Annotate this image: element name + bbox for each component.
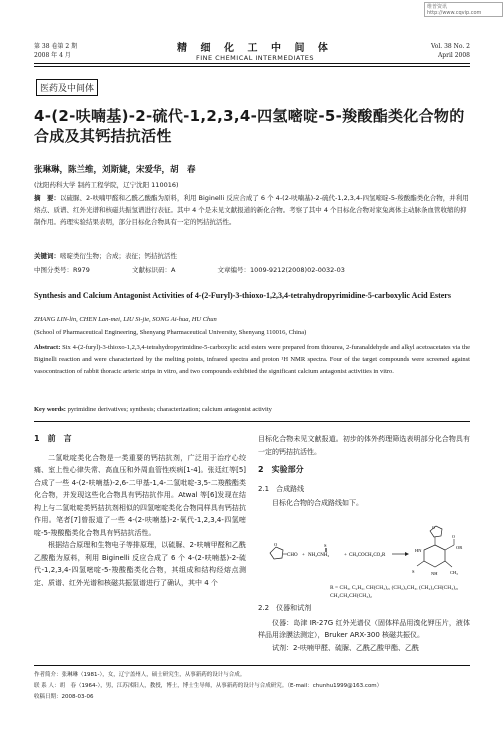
footnotes	[34, 670, 470, 703]
keywords-text: 嘧啶类衍生物；合成；表征；钙拮抗活性	[60, 252, 177, 260]
author-intro: 作者简介：张琳琳（1981-），女，辽宁盖州人，硕士研究生，从事新药的设计与合成。	[34, 672, 246, 678]
svg-text:O: O	[274, 542, 278, 547]
header-rule-thin	[34, 66, 470, 67]
section-2-heading: 2 实验部分	[258, 465, 304, 474]
furfural-structure	[270, 542, 298, 559]
svg-text:+: +	[302, 553, 305, 558]
footnote-divider	[34, 665, 470, 666]
route-text: 目标化合物的合成路线如下。	[272, 499, 363, 507]
abstract-text: 以硫脲、2-呋喃甲醛和乙酰乙酸酯为原料，利用 Biginelli 反应合成了 6 个 4-(2-呋喃基)-2-硫代-1,2,3,4-四氢嘧啶-5-羧酸酯类化合物，并利用熔点、质谱、红外光谱和核磁共振氢谱进行表征。其中 4 个是未见文献报道的新化合物。考察了其中 4 个目标化合物对家兔离体主动脉条血管收缩的抑制作用。药理实验结果表明，部分目标化合物具有一定的钙拮抗活性。	[34, 194, 469, 226]
intro-paragraph-2: 根据结合原理和生物电子等排原理，以硫脲、2-呋喃甲醛和乙酰乙酸酯为原料，利用 Biginelli 反应合成了 6 个 4-(2-呋喃基)-2-硫代-1,2,3,4-四氢嘧啶-5-羧酸酯类化合物，其组成和结构经熔点测定、质谱、红外光谱和核磁共振氢谱进行了确认，其中 4 个	[34, 541, 246, 587]
english-keywords-label: Key words:	[34, 406, 66, 413]
thiourea-s-label: S	[324, 543, 327, 548]
english-abstract-text: Six 4-(2-furyl)-3-thioxo-1,2,3,4-tetrahydropyrimidine-5-carboxylic acid esters were prepared from thiourea, 2-furanaldehyde and alkyl acetoacetates via the Biginelli reaction and were characterized by the melting points, infrared spectra and proton ¹H NMR spectra. Four of the target compounds were screened against vasocontraction of rabbit thoracic arteric strips in vitro, and two compounds exhibited the significant calcium antagonist activities in vitro.	[34, 344, 471, 375]
english-title: Synthesis and Calcium Antagonist Activities of 4-(2-Furyl)-3-thioxo-1,2,3,4-tetrahydropyrimidine-5-carboxylic Acid Esters	[34, 291, 451, 300]
classification-line	[34, 265, 470, 274]
clc-number: 中图分类号：R979	[34, 266, 90, 274]
reagents-text: 试剂：2-呋喃甲醛、硫脲、乙酰乙酸甲酯、乙酰	[272, 643, 419, 652]
english-abstract-label: Abstract:	[34, 344, 61, 351]
english-affiliation: (School of Pharmaceutical Engineering, Shenyang Pharmaceutical University, Shenyang 110016, China)	[34, 329, 307, 336]
left-column	[34, 433, 246, 589]
intro-continuation: 目标化合物未见文献报道。初步的体外药理筛选表明部分化合物具有一定的钙拮抗活性。	[258, 435, 470, 456]
svg-text:O: O	[432, 525, 435, 530]
date-cn: 2008 年 4 月	[34, 52, 71, 59]
right-column	[258, 433, 470, 510]
thiourea-label: NH₂CNH₂	[308, 553, 330, 558]
article-number: 文章编号：1009-9212(2008)02-0032-03	[217, 266, 345, 274]
doc-code: 文献标识码：A	[132, 266, 176, 274]
product-s-label: S	[412, 569, 415, 574]
product-nh-label: NH	[431, 571, 438, 576]
abstract-divider	[34, 421, 470, 422]
acetoacetate-label: CH₃COCH₂CO₂R	[349, 553, 386, 558]
contact-person: 联 系 人：胡 春（1964-），男，江苏沭阳人，教授，博士，博士生导师，从事新药的设计与合成研究。（E-mail：chunhu1999@163.com）	[34, 683, 383, 689]
product-ch3-label: CH₃	[450, 570, 458, 575]
journal-name-en: FINE CHEMICAL INTERMEDIATES	[195, 54, 315, 62]
received-date: 收稿日期：2008-03-06	[34, 694, 94, 700]
product-structure	[412, 525, 462, 576]
right-column-lower	[258, 598, 470, 654]
product-hn-label: HN	[415, 548, 422, 553]
abstract-cn	[34, 192, 470, 228]
subsection-2-2: 2.2 仪器和试剂	[258, 604, 312, 612]
product-or-label: OR	[456, 545, 463, 550]
authors: 张琳琳，陈兰维，刘斯婕，宋爱华，胡 春	[34, 165, 196, 175]
keywords-label: 关键词：	[34, 252, 60, 260]
reaction-arrow	[392, 552, 409, 556]
volume-en: Vol. 38 No. 2	[430, 43, 470, 50]
journal-name-cn: 精 细 化 工 中 间 体	[177, 43, 333, 54]
paper-title: 4-(2-呋喃基)-2-硫代-1,2,3,4-四氢嘧啶-5-羧酸酯类化合物的合成及其钙拮抗活性	[34, 107, 465, 145]
subsection-2-1: 2.1 合成路线	[258, 484, 305, 493]
english-authors: ZHANG LIN-lin, CHEN Lan-mei, LIU Si-jie, SONG Ai-hua, HU Chun	[34, 316, 217, 323]
affiliation: (沈阳药科大学 制药工程学院，辽宁沈阳 110016)	[34, 181, 179, 189]
section-tag: 医药及中间体	[36, 79, 98, 96]
abstract-label: 摘 要：	[34, 194, 60, 202]
aldehyde-label: CHO	[287, 553, 298, 558]
header-left	[34, 42, 77, 60]
header-right	[431, 42, 470, 60]
synthesis-scheme	[262, 525, 472, 581]
date-en: April 2008	[437, 52, 470, 59]
svg-text:+: +	[344, 553, 347, 558]
instruments-text: 仪器：岛津 IR-27G 红外光谱仪（固体样品用溴化钾压片，液体样品用涂膜法测定），Bruker ARX-300 核磁共振仪。	[258, 618, 470, 639]
header-rule-thick	[34, 63, 470, 64]
watermark: 维普资讯 http://www.cqvip.com	[424, 2, 503, 17]
english-keywords-text: pyrimidine derivatives; synthesis; characterization; calcium antagonist activity	[67, 406, 272, 413]
english-abstract	[34, 342, 470, 378]
volume-cn: 第 38 卷第 2 期	[34, 43, 78, 50]
journal-header	[150, 39, 360, 62]
scheme-caption: R = CH₃, C₂H₅, CH(CH₃)₂, (CH₂)₃CH₃, (CH₂)₂CH(CH₃)₂, CH₂CH₂CH(CH₃)₂	[330, 585, 459, 599]
english-keywords	[34, 406, 470, 413]
section-1-heading: 1 前 言	[34, 434, 72, 443]
keywords-cn	[34, 251, 177, 260]
intro-paragraph-1: 二氢吡啶类化合物是一类重要的钙拮抗剂，广泛用于治疗心绞痛、室上性心律失常、高血压和外周血管性疾病[1-4]。张廷红等[5]合成了一些 4-(2-呋喃基)-2,6-二甲基-1,4-二氢吡啶-3,5-二羧酸酯类化合物，并发现这些化合物具有钙拮抗作用。Atwal 等[6]发现在结构上与二氢吡啶类钙拮抗剂相似的四氢嘧啶类化合物同样具有钙拮抗作用。笔者[7]曾报道了一些 4-(2-呋喃基)-2-氧代-1,2,3,4-四氢嘧啶-5-羧酸酯类化合物具有钙拮抗活性。	[34, 453, 246, 537]
svg-text:O: O	[452, 534, 455, 539]
